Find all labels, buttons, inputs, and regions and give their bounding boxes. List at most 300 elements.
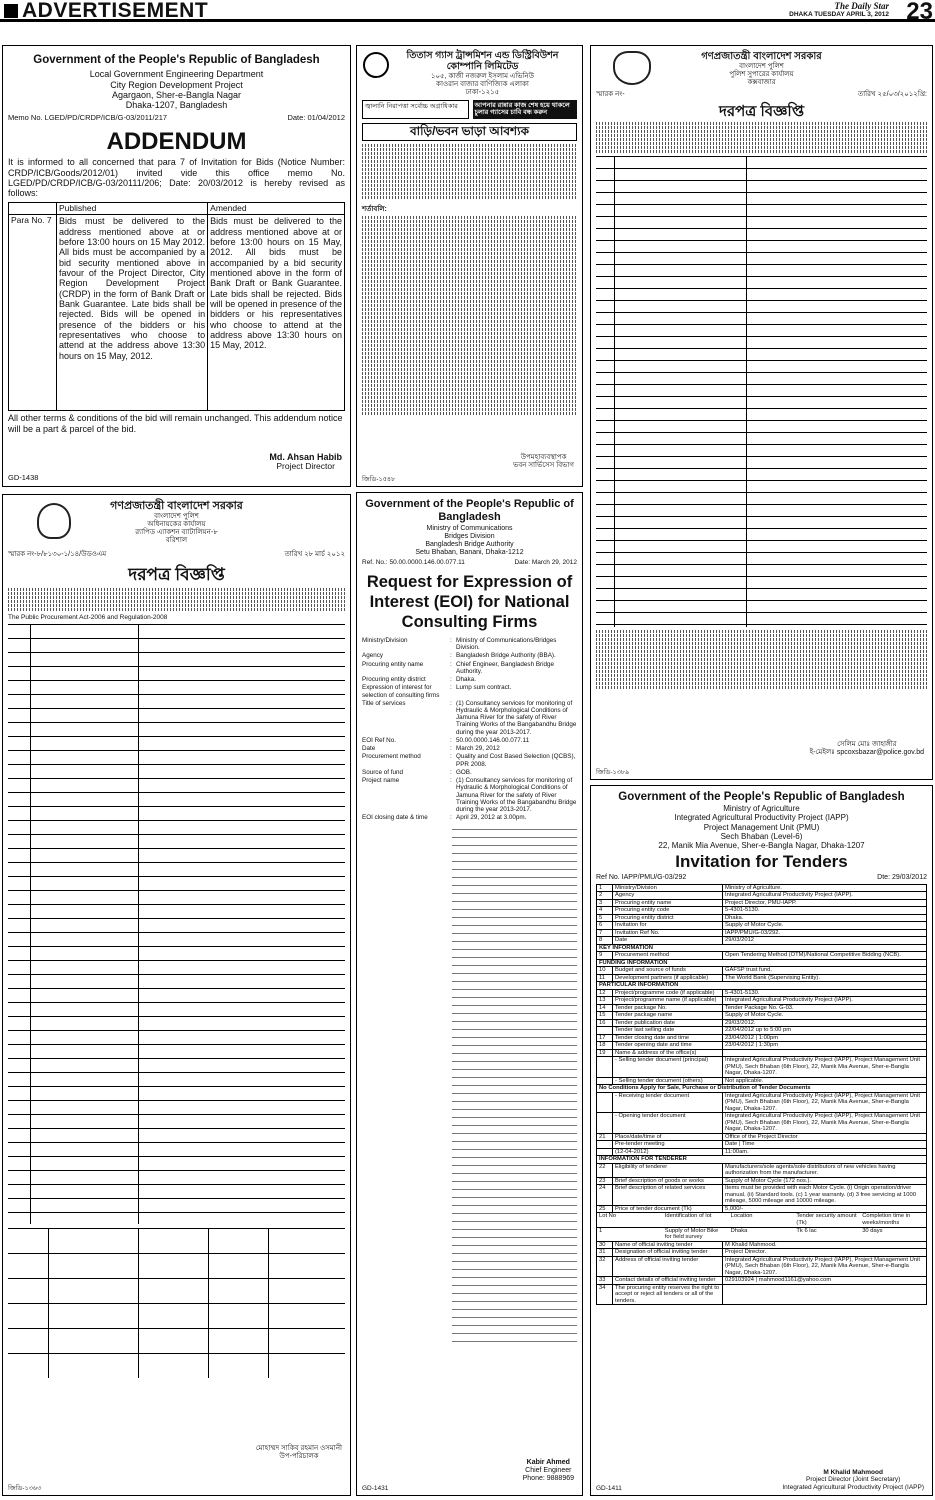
ad2-title: বাড়ি/ভবন ভাড়া আবশ্যক bbox=[362, 123, 577, 141]
ad5-detail-value: GOB. bbox=[456, 768, 472, 776]
ad5-date: Date: March 29, 2012 bbox=[514, 559, 577, 567]
ad6-section-head bbox=[597, 1085, 927, 1093]
ad6-cell: 1 bbox=[597, 884, 613, 891]
ad6-cell: Integrated Agricultural Productivity Project (IAPP), Project Management Unit (PMU), Sech Bhaban (6th Floor), 22, Manik Mia Avenue, Sher-e-Bangla Nagar, Dhaka-1207. bbox=[723, 1057, 927, 1077]
ad1-amended: Bids must be delivered to the address mentioned above at or before 13:00 hours on 15 May, 2012. All bids must be accompanied by a bid security mentioned above in the form of Bank Draft or Bank Guarantee. Late bids shall be rejected. Bids will be opened in presence of the bidders or his representatives who choose to attend at the address above 13:30 hours on 15 May, 2012. bbox=[208, 215, 345, 411]
ad6-lot-head-label: Completion time in weeks/months bbox=[862, 1213, 911, 1227]
ad3-notes-lines bbox=[596, 630, 927, 740]
ad1-date: Date: 01/04/2012 bbox=[287, 112, 345, 122]
ad6-table bbox=[596, 884, 927, 1306]
ad6-table-row bbox=[597, 1163, 927, 1177]
ad1-title: ADDENDUM bbox=[106, 127, 247, 155]
ad6-cell: Agency bbox=[613, 892, 723, 899]
ad6-cell: Not applicable. bbox=[723, 1077, 927, 1084]
ad5-detail-label: Title of services bbox=[362, 699, 406, 707]
ad-coxsbazar-police bbox=[590, 45, 933, 780]
ad5-authority: Bangladesh Bridge Authority bbox=[425, 541, 514, 549]
ad-addendum bbox=[2, 45, 351, 487]
ad6-cell: Tender publication date bbox=[613, 1019, 723, 1026]
ad5-detail-row bbox=[362, 676, 577, 683]
ad6-section-label: PARTICULAR INFORMATION bbox=[597, 982, 927, 990]
ad4-date: তারিখ ২৮ মার্চ ২০১২ bbox=[284, 550, 345, 558]
ad6-cell: 21 bbox=[597, 1133, 613, 1140]
ad2-signer2: ভবন সার্ভিসেস বিভাগ bbox=[513, 461, 574, 469]
section-title bbox=[4, 0, 208, 22]
ad6-table-row bbox=[597, 1019, 927, 1026]
ad5-detail-row bbox=[362, 753, 577, 767]
ad6-cell: Procuring entity name bbox=[613, 899, 723, 906]
ad6-cell: Name of official inviting tender bbox=[613, 1241, 723, 1248]
ad5-detail-value: Quality and Cost Based Selection (QCBS), PPR 2008. bbox=[456, 753, 576, 768]
ad6-cell: 13 bbox=[597, 997, 613, 1004]
ad6-cell: - Receiving tender document bbox=[613, 1092, 723, 1112]
ad1-project: City Region Development Project bbox=[110, 79, 243, 90]
ad6-cell: Date | Time bbox=[723, 1141, 927, 1148]
ad5-detail-value: Lump sum contract. bbox=[456, 684, 512, 692]
ad6-cell: Ministry/Division bbox=[613, 884, 723, 891]
ad6-table-row bbox=[597, 1256, 927, 1276]
ad3-signature bbox=[810, 741, 924, 757]
ad2-addr2: কাওরান বাজার বাণিজ্যিক এলাকা bbox=[436, 80, 529, 88]
ad6-tender-table bbox=[596, 884, 927, 1306]
rab-emblem-icon bbox=[37, 503, 71, 539]
ad5-detail-value: Chief Engineer, Bangladesh Bridge Authority. bbox=[456, 660, 555, 675]
ad6-cell bbox=[597, 1027, 613, 1034]
ad1-para: Para No. 7 bbox=[9, 215, 57, 411]
ad4-signer: মোহাম্মদ সাকিব রহমান ওসমানী bbox=[255, 1444, 342, 1452]
ad5-detail-value: (1) Consultancy services for monitoring of Hydraulic & Morphological Conditions of Jamuna River for the safety of River Training Works of the Bangabandhu Bridge during the year 2013-2017. bbox=[456, 699, 577, 736]
ad2-gd: জিডি-১৫৪৮ bbox=[362, 475, 396, 483]
ad4-org: বাংলাদেশ পুলিশ bbox=[154, 512, 199, 520]
ad1-memo: Memo No. LGED/PD/CRDP/ICB/G-03/2011/217 bbox=[8, 112, 168, 122]
ad1-col-amended: Amended bbox=[208, 202, 345, 215]
ad5-detail-label: Procuring entity name bbox=[362, 660, 424, 668]
ad6-cell: Development partners (if applicable) bbox=[613, 974, 723, 981]
ad6-cell: 14 bbox=[597, 1004, 613, 1011]
ad6-table-row bbox=[597, 1077, 927, 1084]
ad6-cell: Date bbox=[613, 937, 723, 944]
ad5-addr: Setu Bhaban, Banani, Dhaka-1212 bbox=[415, 549, 524, 557]
ad5-detail-row bbox=[362, 637, 577, 651]
ad6-cell: 8 bbox=[597, 937, 613, 944]
ad6-lot-head-label: Identification of lot bbox=[664, 1213, 712, 1220]
ad6-cell: Tender opening date and time bbox=[613, 1042, 723, 1049]
ad6-bldg: Sech Bhaban (Level-6) bbox=[720, 831, 803, 841]
ad5-detail-label: Procuring entity district bbox=[362, 676, 426, 684]
ad1-intro: It is informed to all concerned that para 7 of Invitation for Bids (Notice Number: CRDP/ICB/Goods/2012/01) invited vide this office memo No. LGED/PD/CRDP/ICB/G-03/20111/206; Date: 20/03/2012 is hereby revised as follows: bbox=[8, 157, 345, 199]
ad5-detail-label: EOI closing date & time bbox=[362, 814, 428, 822]
ad5-detail-row bbox=[362, 684, 577, 698]
newspaper-name: The Daily Star bbox=[834, 1, 889, 11]
ad1-col-published: Published bbox=[57, 202, 208, 215]
ad3-title: দরপত্র বিজ্ঞপ্তি bbox=[718, 102, 805, 120]
ad5-detail-sep: : bbox=[450, 745, 452, 753]
ad6-cell: Dhaka. bbox=[723, 914, 927, 921]
ad-titas bbox=[356, 45, 583, 487]
ad6-cell: Project/programme code (if applicable) bbox=[613, 990, 723, 997]
ad4-city: বরিশাল bbox=[165, 536, 188, 544]
ad2-conditions: শর্তাবলি: bbox=[362, 205, 387, 213]
ad5-detail-label: Project name bbox=[362, 777, 400, 785]
ad5-detail-label: Agency bbox=[362, 652, 384, 660]
ad5-detail-row bbox=[362, 700, 577, 736]
ad3-email: ই-মেইলঃ spcoxsbazar@police.gov.bd bbox=[809, 748, 924, 756]
ad6-cell: Integrated Agricultural Productivity Project (IAPP). bbox=[723, 997, 927, 1004]
ad6-table-row bbox=[597, 914, 927, 921]
ad6-signature bbox=[782, 1469, 924, 1491]
ad6-lot-head bbox=[597, 1213, 927, 1227]
ad6-section-head bbox=[597, 982, 927, 990]
ad6-cell: 5,000/- bbox=[723, 1205, 927, 1212]
ad6-cell: - Selling tender document (principal) bbox=[613, 1057, 723, 1077]
ad6-table-row bbox=[597, 1027, 927, 1034]
ad6-cell: IAPP/PMU/G-03/292. bbox=[723, 929, 927, 936]
ad5-detail-row bbox=[362, 661, 577, 675]
ad4-intro-lines bbox=[8, 588, 345, 614]
ad6-table-row bbox=[597, 1185, 927, 1205]
ad6-cell: 31 bbox=[597, 1249, 613, 1256]
ad5-detail-value: (1) Consultancy services for monitoring of Hydraulic & Morphological Conditions of Jamuna River for the safety of River Training Works of the Bangabandhu Bridge during the year 2013-2017. bbox=[456, 777, 577, 814]
ad2-conditions-lines bbox=[362, 216, 577, 416]
ad6-cell: Pre-tender meeting bbox=[613, 1141, 723, 1148]
ad6-cell: 029103924 | mahmood1161@yahoo.com bbox=[723, 1277, 927, 1284]
ad5-detail-value: Bangladesh Bridge Authority (BBA). bbox=[456, 652, 556, 660]
ad6-cell bbox=[723, 1284, 927, 1304]
ad6-cell: 32 bbox=[597, 1256, 613, 1276]
ad6-lot-head-cell bbox=[597, 1213, 927, 1227]
ad6-gd: GD-1411 bbox=[596, 1484, 622, 1492]
ad6-cell: Project Director, PMU-IAPP. bbox=[723, 899, 927, 906]
ad6-table-row bbox=[597, 1284, 927, 1304]
ad6-table-row bbox=[597, 899, 927, 906]
ad6-cell: Tender package No. bbox=[613, 1004, 723, 1011]
ad6-lot-value: 30 days bbox=[862, 1227, 883, 1234]
ad5-phone: Phone: 9888969 bbox=[522, 1474, 574, 1482]
ad5-detail-value: Ministry of Communications/Bridges Division. bbox=[456, 636, 557, 652]
ad6-cell bbox=[597, 1077, 613, 1084]
ad5-detail-sep: : bbox=[450, 699, 452, 707]
ad2-left-slogan: জ্বালানি নিরাপত্তা সর্বোচ্চ অগ্রাধিকার bbox=[362, 100, 469, 119]
ad5-detail-sep: : bbox=[450, 652, 452, 660]
ad6-cell: Integrated Agricultural Productivity Project (IAPP), Project Management Unit (PMU), Sech Bhaban (6th Floor), 22, Manik Mia Avenue, Sher-e-Bangla Nagar, Dhaka-1207. bbox=[723, 1092, 927, 1112]
ad6-project: Integrated Agricultural Productivity Project (IAPP) bbox=[674, 813, 849, 823]
ad6-lot-row-cell bbox=[597, 1227, 927, 1241]
ad1-published: Bids must be delivered to the address mentioned above at or before 13:00 hours on 15 May 2012. All bids must be accompanied by a bid security mentioned above in favour of the Project Director, City Region Development Project (CRDP) in the form of Bank Draft or Bank Guarantee. Late bids shall be rejected. Bids will be opened in presence of the bidders or his representatives who choose to attend at the address above 13:30 hours on 15 May, 2012. bbox=[57, 215, 208, 411]
ad5-detail-label: Procurement method bbox=[362, 753, 421, 761]
ad2-right-slogan: আপনার রান্নার কাজ শেষ হয়ে থাকলে চুলার গ্যাসের চাবি বন্ধ করুন bbox=[473, 100, 578, 119]
ad6-cell bbox=[597, 1113, 613, 1133]
ad6-cell: 23/04/2012 | 1:30pm bbox=[723, 1042, 927, 1049]
ad6-cell bbox=[723, 1049, 927, 1056]
ad5-title: Request for Expression of Interest (EOI) for National Consulting Firms bbox=[366, 573, 573, 632]
ad6-section-label: INFORMATION FOR TENDERER bbox=[597, 1156, 927, 1164]
ad6-gov: Government of the People's Republic of Bangladesh bbox=[618, 791, 905, 803]
ad4-unit: র‌্যাপিড এ্যাকশন ব্যাটালিয়ন-৮ bbox=[135, 528, 218, 536]
ad-iapp-tender bbox=[590, 785, 933, 1496]
ad3-office: পুলিশ সুপারের কার্যালয় bbox=[729, 70, 794, 78]
ad5-detail-row bbox=[362, 737, 577, 744]
ad5-body-lines bbox=[362, 823, 577, 1343]
ad6-cell: Price of tender document (Tk) bbox=[613, 1205, 723, 1212]
ad6-cell: 11:00am. bbox=[723, 1148, 927, 1155]
ad5-ministry: Ministry of Communications bbox=[426, 525, 513, 533]
ad6-cell: Integrated Agricultural Productivity Project (IAPP). bbox=[723, 892, 927, 899]
ad5-detail-row bbox=[362, 814, 577, 821]
ad4-title: দরপত্র বিজ্ঞপ্তি bbox=[128, 564, 225, 584]
ad3-date: তারিখ ২৫/০৩/২০১২খ্রি: bbox=[857, 90, 927, 98]
ad6-lot-row bbox=[597, 1227, 927, 1241]
ad6-cell: 9 bbox=[597, 952, 613, 959]
ad6-cell: 18 bbox=[597, 1042, 613, 1049]
ad6-cell: 4 bbox=[597, 907, 613, 914]
square-icon bbox=[4, 4, 18, 18]
ad1-footer: All other terms & conditions of the bid will remain unchanged. This addendum notice will be a part & parcel of the bid. bbox=[8, 413, 343, 434]
ad6-cell: Supply of Motor Cycle. bbox=[723, 922, 927, 929]
ad5-detail-value: March 29, 2012 bbox=[456, 745, 500, 753]
ad6-cell: 30 bbox=[597, 1241, 613, 1248]
ad6-cell: 25 bbox=[597, 1205, 613, 1212]
ad5-detail-sep: : bbox=[450, 768, 452, 776]
ad6-lot-value: Tk 6 lac bbox=[796, 1227, 817, 1234]
ad6-cell: Contact details of official inviting tender bbox=[613, 1277, 723, 1284]
ad6-cell: GAFSP trust fund. bbox=[723, 967, 927, 974]
ad6-table-row bbox=[597, 937, 927, 944]
ad1-addr2: Dhaka-1207, Bangladesh bbox=[125, 100, 228, 111]
ad4-office: অধিনায়কের কার্যালয় bbox=[147, 520, 206, 528]
ad5-detail-row bbox=[362, 652, 577, 659]
ad6-cell: 3 bbox=[597, 899, 613, 906]
ad6-cell: Integrated Agricultural Productivity Project (IAPP), Project Management Unit (PMU), Sech Bhaban (6th Floor), 22, Manik Mia Avenue, Sher-e-Bangla Nagar, Dhaka-1207. bbox=[723, 1256, 927, 1276]
ad3-intro-lines bbox=[596, 122, 927, 156]
ad6-cell: Designation of official inviting tender bbox=[613, 1249, 723, 1256]
ad6-table-row bbox=[597, 1004, 927, 1011]
ad4-memo: স্মারক নং-৮/৮১৩০-১/১৪/উডওএম bbox=[8, 550, 107, 558]
ad6-table-row bbox=[597, 884, 927, 891]
ad3-city: কক্সবাজার bbox=[747, 78, 776, 86]
page-header bbox=[0, 0, 935, 25]
ad1-gov: Government of the People's Republic of Bangladesh bbox=[33, 54, 320, 66]
ad2-intro-lines bbox=[362, 144, 577, 204]
ad6-table-row bbox=[597, 990, 927, 997]
ad6-cell: Place/date/time of bbox=[613, 1133, 723, 1140]
ad6-table-row bbox=[597, 967, 927, 974]
ad6-cell: Supply of Motor Cycle. bbox=[723, 1012, 927, 1019]
ad5-detail-label: Expression of interest for selection of consulting firms bbox=[362, 684, 440, 699]
ad6-table-row bbox=[597, 892, 927, 899]
ad6-cell: Invitation for bbox=[613, 922, 723, 929]
ad6-cell: (12-04-2012) bbox=[613, 1148, 723, 1155]
ad6-cell: Office of the Project Director bbox=[723, 1133, 927, 1140]
ad1-gd: GD-1438 bbox=[8, 473, 39, 483]
ad6-table-row bbox=[597, 907, 927, 914]
ad6-table-row bbox=[597, 974, 927, 981]
ad5-detail-row bbox=[362, 745, 577, 752]
ad2-signature bbox=[513, 454, 574, 470]
ad6-addr: 22, Manik Mia Avenue, Sher-e-Bangla Nagar, Dhaka-1207 bbox=[658, 840, 865, 850]
ad6-lot-value: Dhaka bbox=[730, 1227, 748, 1234]
ad6-cell: Address of official inviting tender bbox=[613, 1256, 723, 1276]
ad6-cell: Tender Package No. G-03. bbox=[723, 1004, 927, 1011]
ad6-section-label: No Conditions Apply for Sale, Purchase or Distribution of Tender Documents bbox=[597, 1085, 927, 1093]
ad6-cell: Brief description of related services bbox=[613, 1185, 723, 1205]
issue-date: DHAKA TUESDAY APRIL 3, 2012 bbox=[789, 11, 889, 18]
ad4-gov: গণপ্রজাতন্ত্রী বাংলাদেশ সরকার bbox=[110, 500, 243, 512]
ad6-cell: Tender closing date and time bbox=[613, 1034, 723, 1041]
ad6-table-row bbox=[597, 1241, 927, 1248]
ad6-cell: Supply of Motor Cycle (172 nos.). bbox=[723, 1177, 927, 1184]
ad6-cell: The World Bank (Supervising Entity). bbox=[723, 974, 927, 981]
ad6-cell: 5-4301-5130. bbox=[723, 907, 927, 914]
ad6-cell: Ministry of Agriculture. bbox=[723, 884, 927, 891]
ad5-detail-label: EOI Ref No. bbox=[362, 736, 396, 744]
page-number: 23 bbox=[906, 0, 933, 25]
ad1-table bbox=[8, 202, 345, 412]
ad1-addr1: Agargaon, Sher-e-Bangla Nagar bbox=[111, 89, 242, 100]
ad3-gov: গণপ্রজাতন্ত্রী বাংলাদেশ সরকার bbox=[701, 51, 822, 62]
ad6-table-row bbox=[597, 1049, 927, 1056]
ad6-cell: 5 bbox=[597, 914, 613, 921]
ad5-detail-value: Dhaka. bbox=[456, 676, 476, 684]
ad4-group-table bbox=[8, 1228, 345, 1378]
ad5-detail-sep: : bbox=[450, 777, 452, 785]
ad4-act: The Public Procurement Act-2006 and Regulation-2008 bbox=[8, 614, 168, 622]
ad5-detail-sep: : bbox=[450, 684, 452, 692]
ad6-section-head bbox=[597, 959, 927, 967]
ad6-lot-value: 1 bbox=[599, 1227, 603, 1234]
ad3-gd: জিডি-১৩৮৯ bbox=[596, 768, 630, 776]
ad6-lot-head-label: Lot No bbox=[599, 1213, 617, 1220]
ad6-cell: 23 bbox=[597, 1177, 613, 1184]
ad5-detail-sep: : bbox=[450, 753, 452, 761]
ad6-table-row bbox=[597, 1012, 927, 1019]
ad6-cell: 12 bbox=[597, 990, 613, 997]
ad6-lot-value: Supply of Motor Bike for field survey bbox=[664, 1227, 719, 1241]
ad6-cell: 5-4301-5130. bbox=[723, 990, 927, 997]
ad6-cell: 19 bbox=[597, 1049, 613, 1056]
ad6-table-row bbox=[597, 1133, 927, 1140]
ad4-table bbox=[8, 624, 345, 1224]
ad5-detail-sep: : bbox=[450, 660, 452, 668]
ad3-memo: স্মারক নং- bbox=[596, 90, 625, 98]
ad6-signer-project: Integrated Agricultural Productivity Project (IAPP) bbox=[782, 1483, 924, 1491]
ad6-cell: 11 bbox=[597, 974, 613, 981]
ad1-signer: Md. Ahsan Habib bbox=[269, 451, 342, 462]
ad5-gov: Government of the People's Republic of Bangladesh bbox=[365, 498, 574, 523]
ad5-signer-title: Chief Engineer bbox=[525, 1466, 572, 1474]
ad5-detail-label: Source of fund bbox=[362, 768, 403, 776]
ad6-cell: 16 bbox=[597, 1019, 613, 1026]
ad1-dept: Local Government Engineering Department bbox=[89, 69, 264, 80]
ad6-cell: 10 bbox=[597, 967, 613, 974]
ad6-cell: Procurement method bbox=[613, 952, 723, 959]
ad6-table-row bbox=[597, 952, 927, 959]
ad4-gd: জিডি-১৩৬৩ bbox=[8, 1484, 42, 1492]
ad6-cell: - Opening tender document bbox=[613, 1113, 723, 1133]
ad5-signature bbox=[523, 1459, 574, 1483]
ad6-cell: Project/programme name (if applicable) bbox=[613, 997, 723, 1004]
ad6-table-row bbox=[597, 1092, 927, 1112]
ad6-table-row bbox=[597, 1042, 927, 1049]
ad6-section-head bbox=[597, 944, 927, 952]
ad6-cell: Procuring entity code bbox=[613, 907, 723, 914]
ad6-cell: Brief description of goods or works bbox=[613, 1177, 723, 1184]
ad6-title: Invitation for Tenders bbox=[675, 852, 848, 872]
ad6-section-label: KEY INFORMATION bbox=[597, 944, 927, 952]
ad6-cell: 22 bbox=[597, 1163, 613, 1177]
ad6-ministry: Ministry of Agriculture bbox=[723, 804, 800, 814]
ad5-detail-label: Date bbox=[362, 745, 376, 753]
ad6-cell: Manufacturers/sole agents/sole distributors of new vehicles having authorization from the manufacturer. bbox=[723, 1163, 927, 1177]
ad2-signer: উপমহাব্যবস্থাপক bbox=[520, 453, 567, 461]
ad5-detail-label: Ministry/Division bbox=[362, 636, 408, 644]
ad6-table-row bbox=[597, 1277, 927, 1284]
ad3-table bbox=[596, 156, 927, 626]
ad6-cell: M Khalid Mahmood. bbox=[723, 1241, 927, 1248]
ad5-detail-value: 50.00.0000.146.00.077.11 bbox=[456, 736, 530, 744]
ad3-org: বাংলাদেশ পুলিশ bbox=[739, 62, 784, 70]
ad6-cell: Tender last selling date bbox=[613, 1027, 723, 1034]
ad6-signer: M Khalid Mahmood bbox=[823, 1468, 883, 1476]
ad5-detail-sep: : bbox=[450, 814, 452, 822]
ad2-city: ঢাকা-১২১৫ bbox=[465, 88, 500, 96]
ad6-section-label: FUNDING INFORMATION bbox=[597, 959, 927, 967]
ad6-cell: Project Director. bbox=[723, 1249, 927, 1256]
ad1-signer-title: Project Director bbox=[276, 461, 335, 472]
ad6-table-row bbox=[597, 1034, 927, 1041]
ad2-org: তিতাস গ্যাস ট্রান্সমিশন এন্ড ডিস্ট্রিবিউশন কোম্পানি লিমিটেড bbox=[406, 50, 559, 72]
ad6-cell: 29/03/2012. bbox=[723, 1019, 927, 1026]
ad6-date: Dte: 29/03/2012 bbox=[877, 873, 927, 881]
section-label: ADVERTISEMENT bbox=[22, 0, 209, 22]
ad6-cell: 33 bbox=[597, 1277, 613, 1284]
ad6-table-row bbox=[597, 1205, 927, 1212]
ad6-cell: Items must be provided with each Motor Cycle. (i) Origin operation/driver manual. (ii) Standard tools. (c) 1 year warranty. (d) 3 free servicing at 1000 mileage, 5000 mileage and 10000 mileage. bbox=[723, 1185, 927, 1205]
ad-rab8 bbox=[2, 494, 351, 1496]
ad6-section-head bbox=[597, 1156, 927, 1164]
police-emblem-icon bbox=[613, 51, 651, 85]
ad5-detail-sep: : bbox=[450, 736, 452, 744]
ad6-cell bbox=[597, 1057, 613, 1077]
ad5-detail-row bbox=[362, 769, 577, 776]
ad6-table-row bbox=[597, 1113, 927, 1133]
ad6-table-row bbox=[597, 1141, 927, 1148]
ad6-cell: Name & address of the office(s) bbox=[613, 1049, 723, 1056]
ad6-cell: - Selling tender document (others) bbox=[613, 1077, 723, 1084]
ad4-signer-title: উপ-পরিচালক bbox=[279, 1452, 319, 1460]
ad6-cell: 7 bbox=[597, 929, 613, 936]
ad6-cell: The procuring entity reserves the right to accept or reject all tenders or all of the tenders. bbox=[613, 1284, 723, 1304]
ad6-cell bbox=[597, 1141, 613, 1148]
ad6-cell: Invitation Ref No. bbox=[613, 929, 723, 936]
ad6-ref: Ref No. IAPP/PMU/G-03/292 bbox=[596, 873, 687, 881]
ad5-signer: Kabir Ahmed bbox=[526, 1458, 570, 1466]
ad6-table-row bbox=[597, 1249, 927, 1256]
ad6-cell: Budget and source of funds bbox=[613, 967, 723, 974]
ad6-cell: 22/04/2012 up to 5:00 pm bbox=[723, 1027, 927, 1034]
ad6-cell: Eligibility of tenderer bbox=[613, 1163, 723, 1177]
titas-logo-icon bbox=[363, 52, 389, 78]
ad6-cell: 2 bbox=[597, 892, 613, 899]
ad6-table-row bbox=[597, 1057, 927, 1077]
ad5-detail-row bbox=[362, 777, 577, 813]
ad3-contact-name: সেলিম মোঃ জাহাঙ্গীর bbox=[837, 740, 897, 748]
ad5-gd: GD-1431 bbox=[362, 1484, 389, 1492]
ad5-details bbox=[362, 637, 577, 822]
ad6-cell: Integrated Agricultural Productivity Project (IAPP), Project Management Unit (PMU), Sech Bhaban (6th Floor), 22, Manik Mia Avenue, Sher-e-Bangla Nagar, Dhaka-1207. bbox=[723, 1113, 927, 1133]
ad-bba-eoi bbox=[356, 492, 583, 1496]
ad6-signer-title: Project Director (Joint Secretary) bbox=[806, 1476, 901, 1484]
ad5-detail-value: April 29, 2012 at 3.00pm. bbox=[456, 814, 527, 822]
